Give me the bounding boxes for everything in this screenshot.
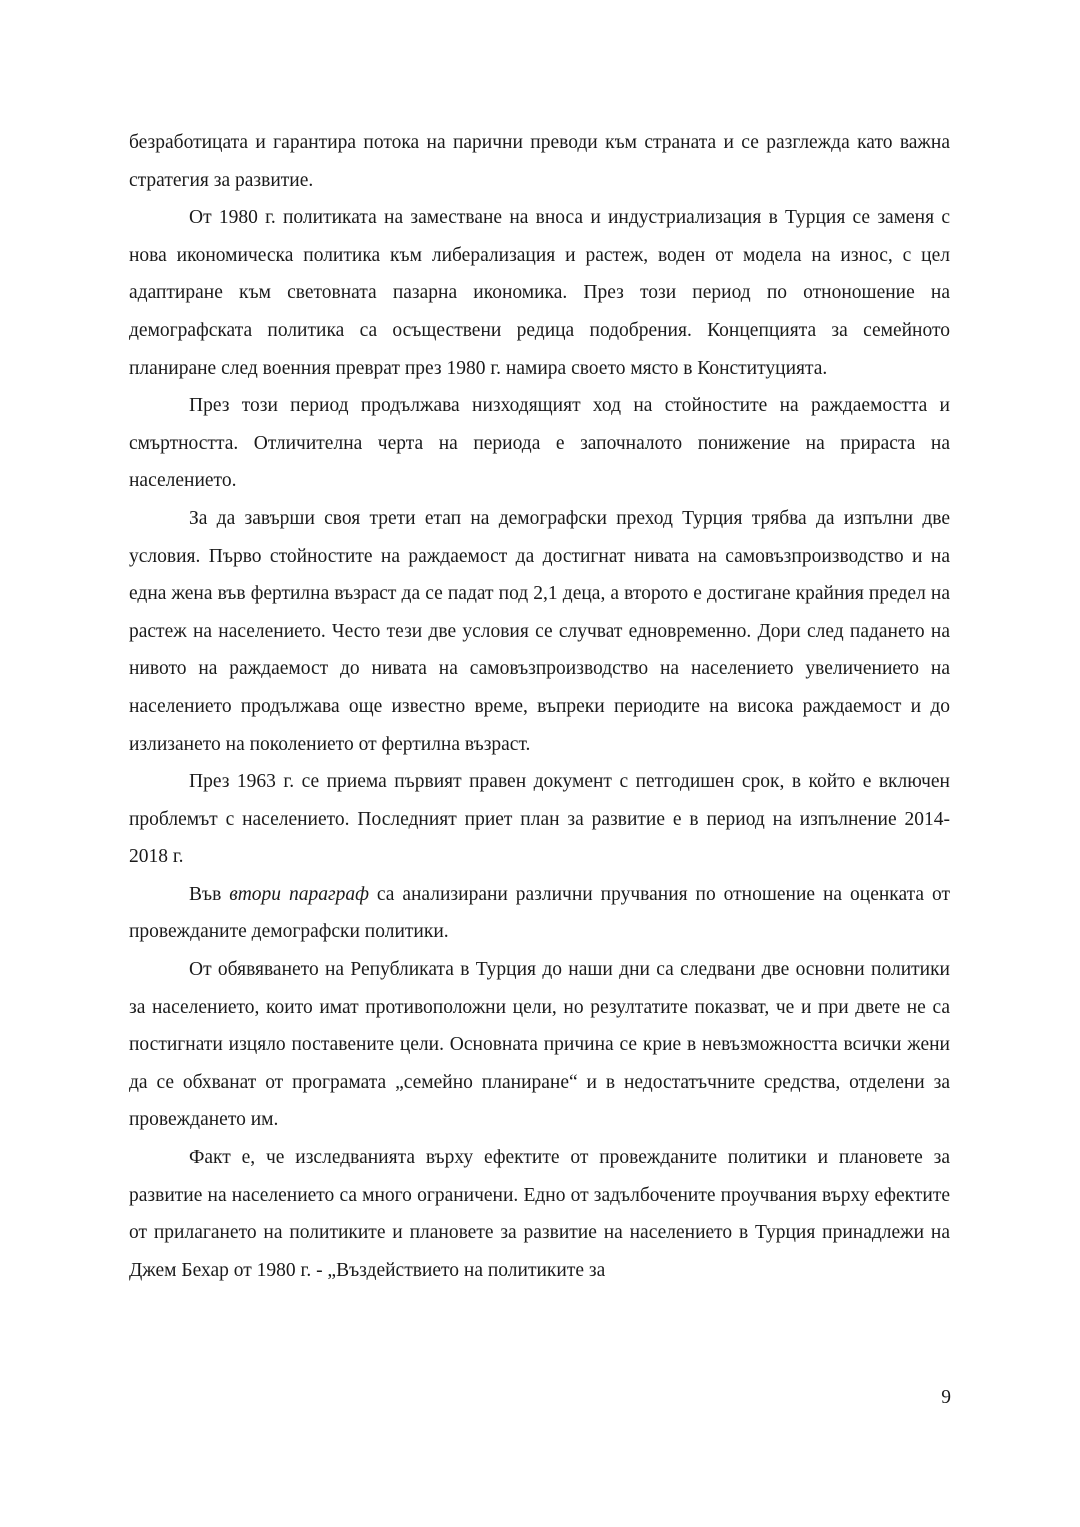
paragraph-6-emphasis: втори параграф xyxy=(229,883,369,905)
paragraph-6-lead: Във xyxy=(189,883,230,905)
paragraph-1: безработицата и гарантира потока на парични преводи към страната и се разглежда като важна стратегия за развитие. xyxy=(129,132,950,191)
paragraph-6 xyxy=(129,876,950,951)
document-page xyxy=(129,124,950,1289)
paragraph-6-rest: са анализирани различни пручвания по отношение на оценката от провежданите демографски политики. xyxy=(129,883,950,943)
paragraph-8: Факт е, че изследванията върху ефектите от провежданите политики и плановете за развитие на населението са много ограничени. Едно от задълбочените проучвания върху ефектите от прилагането на политиките и плановете за развитие на населението в Турция принадлежи на Джем Бехар от 1980 г. - „Въздействието на политиките за xyxy=(129,1147,950,1281)
paragraph-4: За да завърши своя трети етап на демографски преход Турция трябва да изпълни две условия. Първо стойностите на раждаемост да достигнат нивата на самовъзпроизводство и на една жена във фертилна възраст да се падат под 2,1 деца, а второто е достигане крайния предел на растеж на населението. Често тези две условия се случват едновременно. Дори след падането на нивото на раждаемост до нивата на самовъзпроизводство на населението увеличението на населението продължава още известно време, въпреки периодите на висока раждаемост и до излизането на поколението от фертилна възраст. xyxy=(129,507,950,755)
paragraph-5: През 1963 г. се приема първият правен документ с петгодишен срок, в който е включен проблемът с населението. Последният приет план за развитие е в период на изпълнение 2014-2018 г. xyxy=(129,771,950,868)
paragraph-7: От обявяването на Републиката в Турция до наши дни са следвани две основни политики за населението, които имат противоположни цели, но резултатите показват, че и при двете не са постигнати изцяло поставените цели. Основната причина се крие в невъзможността всички жени да се обхванат от програмата „семейно планиране“ и в недостатъчните средства, отделени за провеждането им. xyxy=(129,959,950,1131)
paragraph-2: От 1980 г. политиката на заместване на вноса и индустриализация в Турция се заменя с нова икономическа политика към либерализация и растеж, воден от модела на износ, с цел адаптиране към световната пазарна икономика. През този период по отноношение на демографската политика са осъществени редица подобрения. Концепцията за семейното планиране след военния преврат през 1980 г. намира своето място в Конституцията. xyxy=(129,207,950,379)
page-number: 9 xyxy=(941,1387,951,1408)
paragraph-3: През този период продължава низходящият ход на стойностите на раждаемостта и смъртността. Отличителна черта на периода е започналото понижение на прираста на населението. xyxy=(129,395,950,492)
